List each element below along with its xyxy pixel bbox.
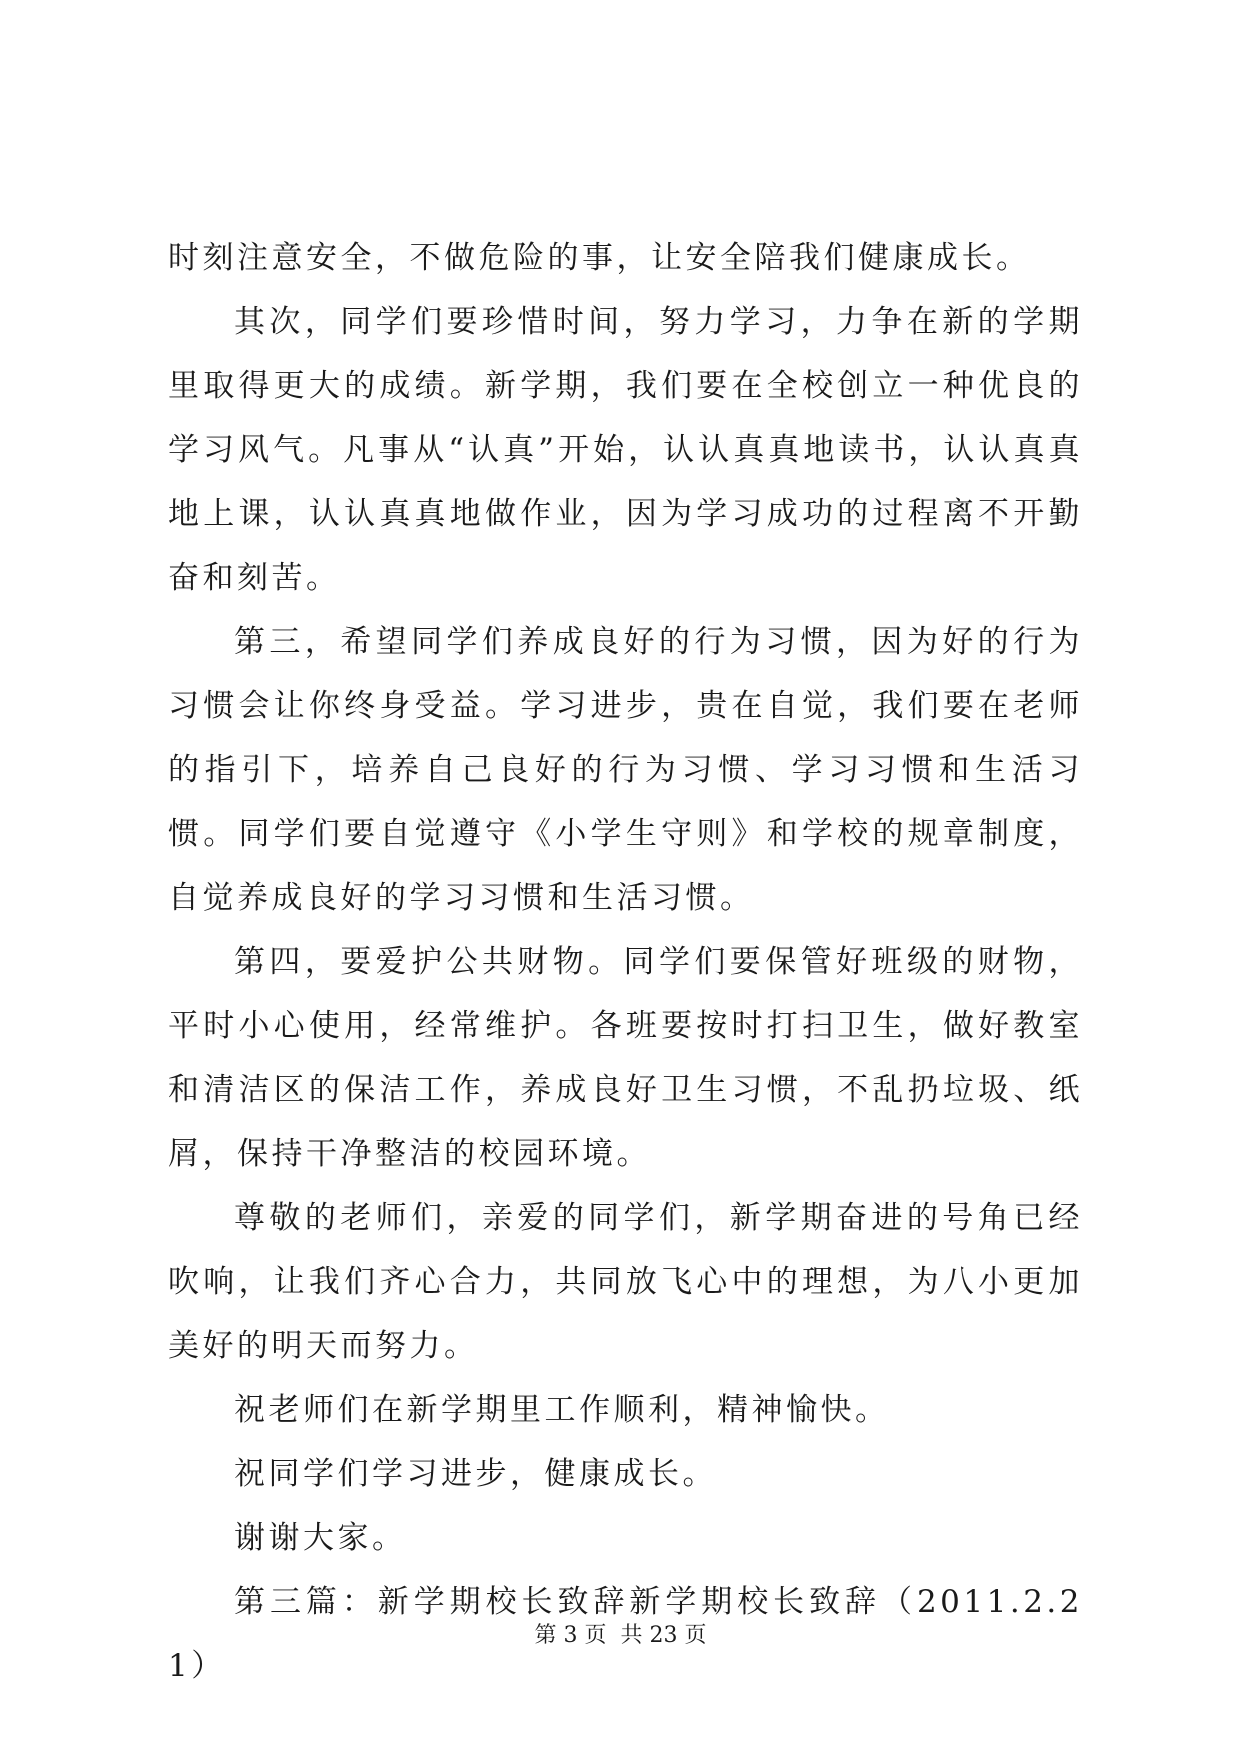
paragraph-1: 时刻注意安全，不做危险的事，让安全陪我们健康成长。 [168, 240, 1031, 276]
paragraph-3: 第三，希望同学们养成良好的行为习惯，因为好的行为习惯会让你终身受益。学习进步，贵在自觉，我们要在老师的指引下，培养自己良好的行为习惯、学习习惯和生活习惯。同学们要自觉遵守《小学生守则》和学校的规章制度，自觉养成良好的学习习惯和生活习惯。 [168, 624, 1083, 916]
paragraph-7: 祝同学们学习进步，健康成长。 [234, 1456, 717, 1492]
page-footer [0, 1622, 1241, 1650]
page-number: 第 3 页 共 23 页 [534, 1623, 707, 1648]
paragraph-2: 其次，同学们要珍惜时间，努力学习，力争在新的学期里取得更大的成绩。新学期，我们要在全校创立一种优良的学习风气。凡事从“认真”开始，认认真真地读书，认认真真地上课，认认真真地做作业，因为学习成功的过程离不开勤奋和刻苦。 [168, 304, 1083, 596]
section-heading: 第三篇：新学期校长致辞新学期校长致辞（2011.2.21） [168, 1584, 1083, 1684]
paragraph-4: 第四，要爱护公共财物。同学们要保管好班级的财物，平时小心使用，经常维护。各班要按时打扫卫生，做好教室和清洁区的保洁工作，养成良好卫生习惯，不乱扔垃圾、纸屑，保持干净整洁的校园环境。 [168, 944, 1083, 1172]
paragraph-5: 尊敬的老师们，亲爱的同学们，新学期奋进的号角已经吹响，让我们齐心合力，共同放飞心中的理想，为八小更加美好的明天而努力。 [168, 1200, 1083, 1364]
paragraph-8: 谢谢大家。 [234, 1520, 407, 1556]
paragraph-6: 祝老师们在新学期里工作顺利，精神愉快。 [234, 1392, 890, 1428]
document-body [168, 226, 1083, 1698]
